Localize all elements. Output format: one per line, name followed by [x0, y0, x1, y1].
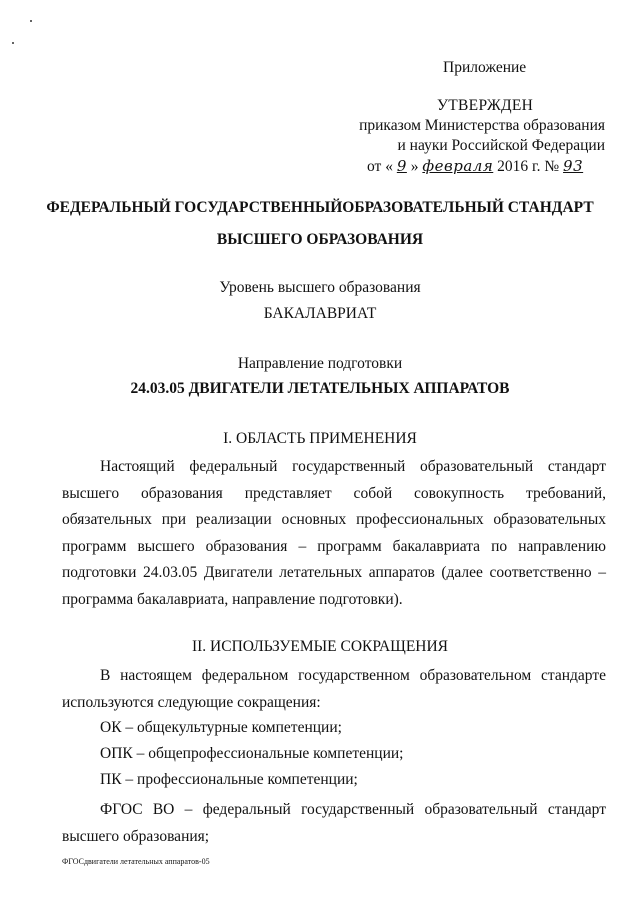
title-line-1: ФЕДЕРАЛЬНЫЙ ГОСУДАРСТВЕННЫЙОБРАЗОВАТЕЛЬНЫЙ СТАНДАРТ — [46, 199, 594, 216]
page-footer: ФГОСдвигатели летательных аппаратов-05 — [62, 857, 210, 866]
section-2-heading: II. ИСПОЛЬЗУЕМЫЕ СОКРАЩЕНИЯ — [191, 638, 449, 655]
scan-speck — [30, 20, 32, 22]
order-month: февраля — [422, 157, 494, 175]
section-1-paragraph: Настоящий федеральный государственный образовательный стандарт высшего образования представляет собой совокупность требований, обязательных при реализации основных профессиональных образовательных программ высшего образования – программ бакалавриата по направлению подготовки 24.03.05 Двигатели летательных аппаратов (далее соответственно – программа бакалавриата, направление подготовки). — [62, 458, 606, 608]
order-quote: » — [410, 158, 419, 175]
order-date-line — [367, 156, 605, 177]
level-label: Уровень высшего образования — [219, 279, 421, 296]
appendix-label: Приложение — [443, 59, 527, 76]
abbreviation-item: ОПК – общепрофессиональные компетенции; — [100, 745, 404, 762]
section-1-heading: I. ОБЛАСТЬ ПРИМЕНЕНИЯ — [223, 430, 417, 447]
title-line-2: ВЫСШЕГО ОБРАЗОВАНИЯ — [216, 231, 424, 248]
approval-line-federation: и науки Российской Федерации — [397, 137, 605, 154]
order-day: 9 — [396, 157, 407, 175]
order-number: 93 — [563, 157, 584, 175]
approval-line-ministry: приказом Министерства образования — [359, 117, 605, 134]
order-year: 2016 г. № — [497, 158, 560, 175]
approved-label: УТВЕРЖДЕН — [437, 97, 534, 114]
abbreviation-item: ПК – профессиональные компетенции; — [100, 771, 358, 788]
approval-block — [355, 58, 605, 177]
abbreviation-item: ОК – общекультурные компетенции; — [100, 719, 342, 736]
document-title — [30, 192, 610, 256]
scan-speck — [12, 42, 14, 44]
direction-label: Направление подготовки — [237, 355, 403, 372]
section-2-intro: В настоящем федеральном государственном образовательном стандарте используются следующие сокращения: — [62, 667, 606, 711]
direction-value: 24.03.05 ДВИГАТЕЛИ ЛЕТАТЕЛЬНЫХ АППАРАТОВ — [130, 380, 510, 397]
level-value: БАКАЛАВРИАТ — [263, 305, 377, 322]
order-prefix: от « — [367, 158, 393, 175]
abbreviation-item-fgos: ФГОС ВО – федеральный государственный образовательный стандарт высшего образования; — [62, 801, 606, 845]
